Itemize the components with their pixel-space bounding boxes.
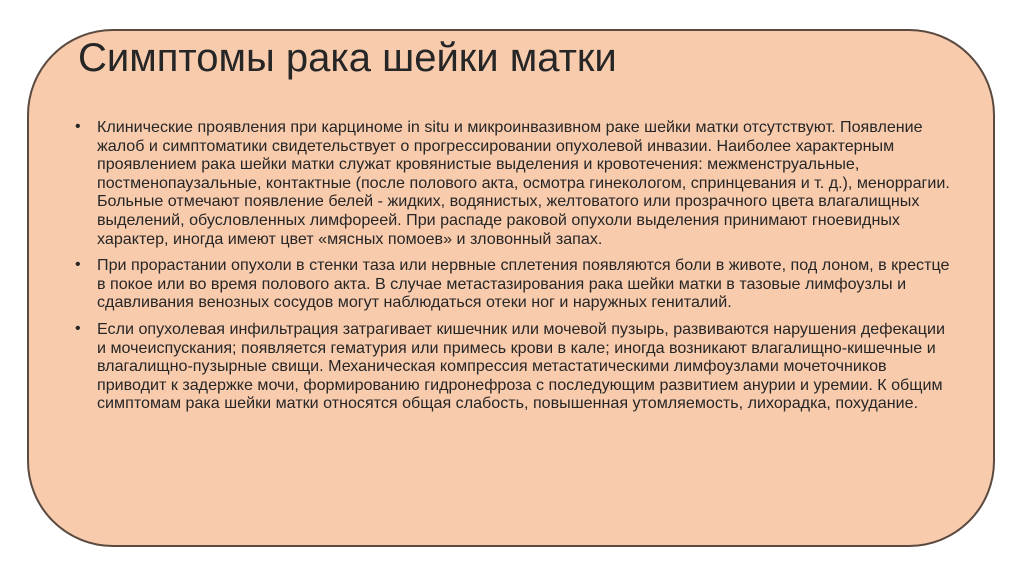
bullet-marker: • [75, 118, 81, 135]
bullet-item-3 [73, 320, 951, 413]
slide-title: Симптомы рака шейки матки [78, 36, 617, 80]
bullet-list [73, 118, 951, 421]
bullet-text-2: При прорастании опухоли в стенки таза или нервные сплетения появляются боли в животе, под лоном, в крестце в покое или во время полового акта. В случае метастазирования рака шейки матки в тазовые лимфоузлы и сдавливания венозных сосудов могут наблюдаться отеки ног и наружных гениталий. [97, 256, 950, 312]
bullet-item-1 [73, 118, 951, 248]
bullet-marker: • [75, 256, 81, 274]
bullet-text-1: Клинические проявления при карциноме in situ и микроинвазивном раке шейки матки отсутствуют. Появление жалоб и симптоматики свидетельствует о прогрессировании опухолевой инвазии. Наиболее характерным проявлением рака шейки матки служат кровянистые выделения и кровотечения: межменструальные, постменопаузальные, контактные (после полового акта, осмотра гинекологом, спринцевания и т. д.), меноррагии. Больные отмечают появление белей - жидких, водянистых, желтоватого или прозрачного цвета влагалищных выделений, обусловленных лимфореей. При распаде раковой опухоли выделения принимают гноевидных характер, иногда имеют цвет «мясных помоев» и зловонный запах. [97, 118, 950, 248]
bullet-text-3: Если опухолевая инфильтрация затрагивает кишечник или мочевой пузырь, развиваются нарушения дефекации и мочеиспускания; появляется гематурия или примесь крови в кале; иногда возникают влагалищно-кишечные и влагалищно-пузырные свищи. Механическая компрессия метастатическими лимфоузлами мочеточников приводит к задержке мочи, формированию гидронефроза с последующим развитием анурии и уремии. К общим симптомам рака шейки матки относятся общая слабость, повышенная утомляемость, лихорадка, похудание. [97, 319, 945, 413]
bullet-marker: • [75, 319, 81, 337]
bullet-item-2 [73, 256, 951, 312]
